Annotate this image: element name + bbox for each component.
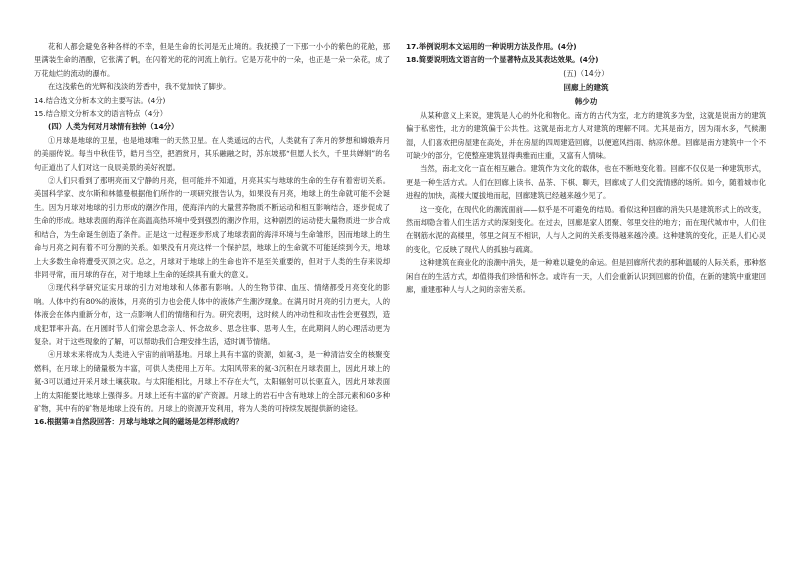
question-14: 14.结合选文分析本文的主要写法。(4分) [34, 95, 166, 105]
right-column [406, 40, 766, 297]
essay-paragraph-1: 从某种意义上来说，建筑是人心的外化和物化。南方的古代为室，北方的建筑多为堂，这就是说南方的建筑偏于私密性，北方的建筑偏于公共性。这就是南北方人对建筑的理解不同。尤其是南方，因为雨水多，气候潮湿，人们喜欢把房屋建在高处，并在房屋的四周建造回廊，以便遮风挡雨、纳凉休憩。回廊是南方建筑中一个不可缺少的部分，它使整座建筑显得典雅而庄重，又富有人情味。 [406, 110, 766, 161]
question-15: 15.结合原文分析本文的语言特点（4分） [34, 109, 167, 119]
article-author: 韩少功 [574, 96, 598, 106]
essay-paragraph-4: 这种建筑在商业化的浪潮中消失，是一种难以避免的命运。但是回廊所代表的那种温暖的人际关系，那种悠闲自在的生活方式，却值得我们珍惜和怀念。或许有一天，人们会重新认识到回廊的价值，在新的建筑中重建回廊，重建那种人与人之间的亲密关系。 [406, 258, 766, 295]
question-17: 17.举例说明本文运用的一种说明方法及作用。(4分) [406, 42, 577, 51]
question-16: 16.根据第③自然段回答：月球与地球之间的磁场是怎样形成的？ [34, 417, 243, 427]
intro-paragraph-2: 在这浅紫色的光辉和浅淡的芳香中，我不觉加快了脚步。 [48, 82, 231, 92]
question-18: 18.简要说明选文语言的一个显著特点及其表达效果。(4分) [406, 55, 599, 65]
essay-paragraph-3: 这一变化，在现代化的潮流面前——似乎是不可避免的结局。看似这种回廊的消失只是建筑形式上的改变，然而却隐含着人们生活方式的深刻变化。在过去，回廊是家人团聚、邻里交往的地方；而在现代城市中，人们住在钢筋水泥的高楼里，邻里之间互不相识，人与人之间的关系变得越来越冷漠。这种建筑的变化，正是人们心灵的变化，它反映了现代人的孤独与疏离。 [406, 204, 766, 254]
article-paragraph-3: ③现代科学研究证实月球的引力对地球和人体都有影响。人的生物节律、血压、情绪都受月亮变化的影响。人体中约有80%的液体，月亮的引力也会使人体中的液体产生潮汐现象。在满月时月亮的引力更大，人的体液会在体内重新分布，这一点影响人们的情绪和行为。研究表明，这时候人的冲动性和攻击性会更强烈，造成犯罪率升高。在月圆时节人们常会思念亲人、怀念故乡、思念往事、思考人生，在此期间人的心理活动更为复杂。对于这些现象的了解，可以帮助我们合理安排生活，适时调节情绪。 [34, 283, 390, 346]
article-paragraph-1: ①月球是地球的卫星，也是地球唯一的天然卫星。在人类遥远的古代，人类就有了奔月的梦想和嫦娥奔月的美丽传说。每当中秋佳节，皓月当空，把酒赏月，其乐融融之时，苏东坡那“但愿人长久，千里共婵娟”的名句正道出了人们对这一良辰美景的美好祝愿。 [34, 135, 390, 172]
section-four-title: (四）人类为何对月球情有独钟（14分） [48, 122, 179, 132]
article-title: 回廊上的建筑 [563, 82, 609, 92]
essay-paragraph-2: 当然，南北文化一直在相互融合。建筑作为文化的载体，也在不断地变化着。回廊不仅仅是一种建筑形式，更是一种生活方式。人们在回廊上读书、品茶、下棋、聊天，回廊成了人们交流情感的场所。如今，随着城市化进程的加快，高楼大厦拔地而起，回廊建筑已经越来越少见了。 [406, 164, 766, 201]
intro-paragraph-1: 花和人都会避免各种各样的不幸，但是生命的长河是无止境的。我抚摸了一下那一小小的紫色的花舱，那里满装生命的酒酿，它张满了帆，在闪着光的花的河流上航行。它是万花中的一朵，也正是一朵一朵花，成了万花灿烂的流动的瀑布。 [34, 42, 390, 78]
article-paragraph-2: ②人们只看到了那明亮而又宁静的月亮，但可能并不知道，月亮其实与地球的生命的生存有着密切关系。美国科学家、皮尔斯和林德曼根据他们所作的一项研究报告认为，如果没有月亮，地球上的生命就可能不会诞生。因为月球对地球的引力形成的潮汐作用，使海洋内的大量营养物质不断运动和相互影响结合，逐步促成了生命的形成。地球表面的海洋在高温高热环境中受到强烈的潮汐作用，这种剧烈的运动使大量物质进一步合成和结合，为生命诞生创造了条件。正是这一过程逐步形成了地球表面的海洋环境与生命雏形，因而地球上的生命与月亮之间有着不可分割的关系。如果没有月亮这样一个保护层，地球上的生命就不可能延续到今天，地球上大多数生命将遭受灭顶之灾。总之，月球对于地球上的生命也许不是至关重要的，但对于人类的生存来说却非同寻常，而月球的存在，对于地球上生命的延续具有重大的意义。 [34, 176, 390, 279]
article-paragraph-4: ④月球未来将成为人类进入宇宙的前哨基地。月球上具有丰富的资源，如氦-3，是一种清洁安全的核聚变燃料，在月球上的储量极为丰富，可供人类使用上万年。太阳风带来的氦-3沉积在月球表面上，因此月球上的氦-3可以通过开采月球土壤获取。与太阳能相比，月球上不存在大气，太阳辐射可以长驱直入，因此月球表面上的太阳能要比地球上强得多。月球上还有丰富的矿产资源。月球上的岩石中含有地球上的全部元素和60多种矿物，其中有的矿物是地球上没有的。月球上的资源开发利用，将为人类的可持续发展提供新的途径。 [34, 350, 390, 413]
section-five-number: (五)（14分） [563, 68, 609, 78]
left-column [34, 40, 390, 429]
